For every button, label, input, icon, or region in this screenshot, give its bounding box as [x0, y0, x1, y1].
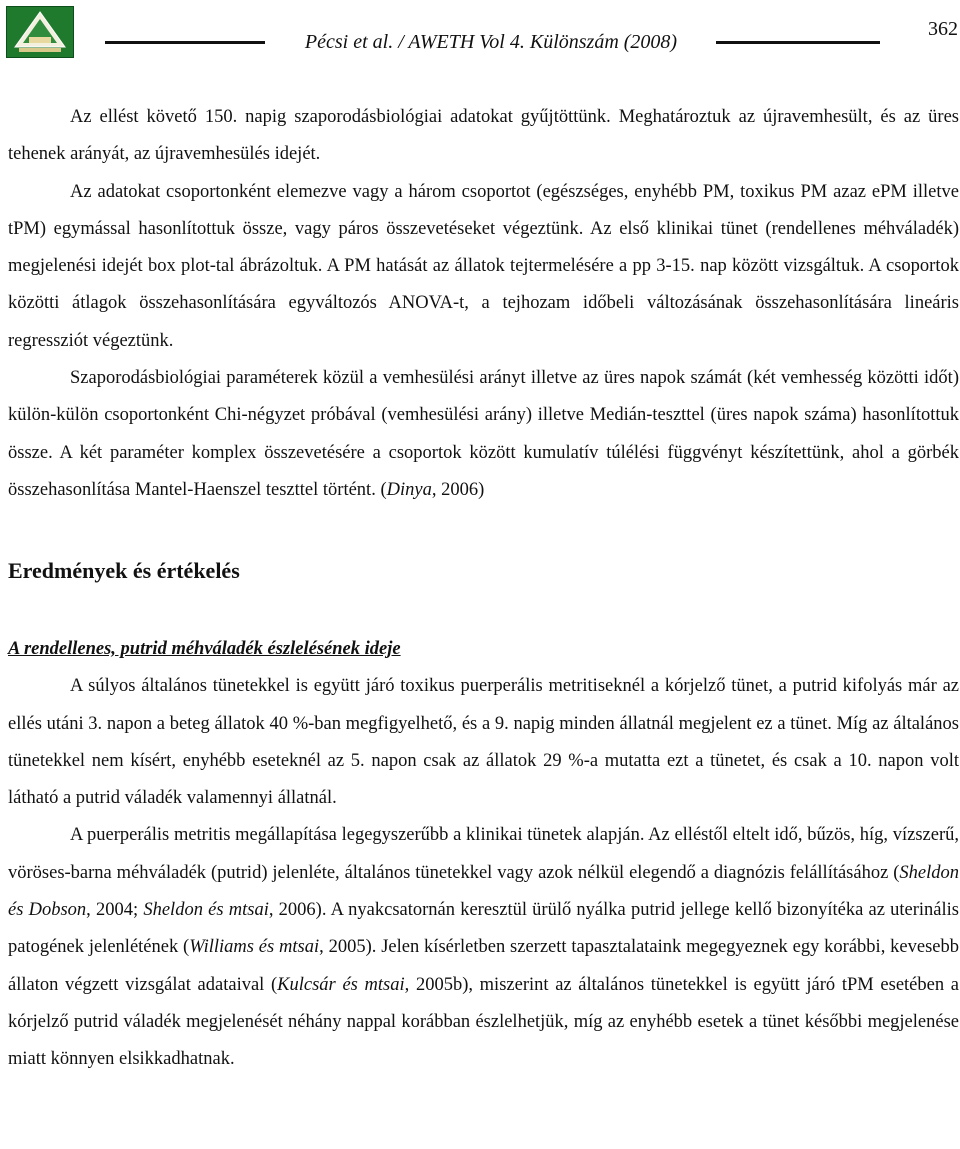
journal-citation: Pécsi et al. / AWETH Vol 4. Különszám (2008): [304, 31, 678, 53]
paragraph-text: Szaporodásbiológiai paraméterek közül a vemhesülési arányt illetve az üres napok számát (két vemhesség közötti időt) külön-külön csoportonként Chi-négyzet próbával (vemhesülési arány) illetve Medián-teszttel (üres napok száma) hasonlítottuk össze. A két paraméter komplex összevetésére a csoportok között kumulatív túlélési függvényt készítettünk, ahol a görbék összehasonlítása Mantel-Haenszel teszttel történt. (: [8, 368, 959, 500]
paragraph-text: , 2005). Jelen kísérletben szerzett tapasztalataink megegyeznek egy korábbi, kevesebb állaton végzett vizsgálat adataival (: [8, 937, 959, 995]
citation-author: Sheldon és Dobson: [8, 862, 959, 921]
journal-logo-icon: [6, 6, 74, 58]
section-heading: Eredmények és értékelés: [8, 558, 240, 584]
paragraph-data-collection: Az ellést követő 150. napig szaporodásbiológiai adatokat gyűjtöttünk. Meghatároztuk az újravemhesült, és az üres tehenek arányát, az újravemhesülés idejét.: [8, 107, 959, 165]
page-number: 362: [928, 18, 958, 40]
paragraph-statistics: Az adatokat csoportonként elemezve vagy a három csoportot (egészséges, enyhébb PM, toxikus PM azaz ePM illetve tPM) egymással hasonlítottuk össze, vagy páros összevetéseket végeztünk. Az első klinikai tünet (rendellenes méhváladék) megjelenési idejét box plot-tal ábrázoltuk. A PM hatását az állatok tejtermelésére a pp 3-15. nap között vizsgáltuk. A csoportok közötti átlagok összehasonlítására egyváltozós ANOVA-t, a tejhozam időbeli változásának összehasonlítására lineáris regressziót végeztünk.: [8, 181, 959, 351]
paragraph-diagnosis: [8, 817, 959, 1078]
subsection-heading: A rendellenes, putrid méhváladék észlelésének ideje: [8, 639, 401, 660]
paragraph-text: , 2004;: [86, 900, 144, 921]
article-body: [8, 99, 959, 1079]
header-rule-left: [105, 41, 265, 44]
citation-author: Sheldon és mtsai: [143, 900, 269, 921]
paragraph-text: A puerperális metritis megállapítása legegyszerűbb a klinikai tünetek alapján. Az elléstől eltelt idő, bűzös, híg, vízszerű, vöröses-barna méhváladék (putrid) jelenléte, általános tünetekkel vagy azok nélkül elegendő a diagnózis felállításához (: [8, 825, 959, 883]
paragraph-results: A súlyos általános tünetekkel is együtt járó toxikus puerperális metritiseknél a kórjelző tünet, a putrid kifolyás már az ellés utáni 3. napon a beteg állatok 40 %-ban megfigyelhető, és a 9. napig minden állatnál megjelent ez a tünet. Míg az általános tünetekkel nem kísért, enyhébb eseteknél az 5. napon csak az állatok 29 %-a mutatta ezt a tünetet, és csak a 10. napon volt látható a putrid váladék valamennyi állatnál.: [8, 676, 959, 809]
citation-author: Dinya: [386, 479, 432, 500]
citation-author: Kulcsár és mtsai: [277, 974, 405, 995]
paragraph-text: , 2005b), miszerint az általános tünetekkel is együtt járó tPM esetében a kórjelző putrid váladék megjelenését néhány nappal korábban észlelhetjük, míg az enyhébb esetek a tünet későbbi megjelenése miatt könnyen elsikkadhatnak.: [8, 974, 959, 1070]
paragraph-reproduction: [8, 360, 959, 509]
paragraph-text: , 2006). A nyakcsatornán keresztül ürülő nyálka putrid jellege kellő bizonyítéka az uterinális patogének jelenlétének (: [8, 900, 959, 958]
citation-author: Williams és mtsai: [189, 937, 320, 958]
page-header: [0, 0, 960, 70]
header-rule-right: [716, 41, 880, 44]
paragraph-text: , 2006): [431, 479, 485, 500]
